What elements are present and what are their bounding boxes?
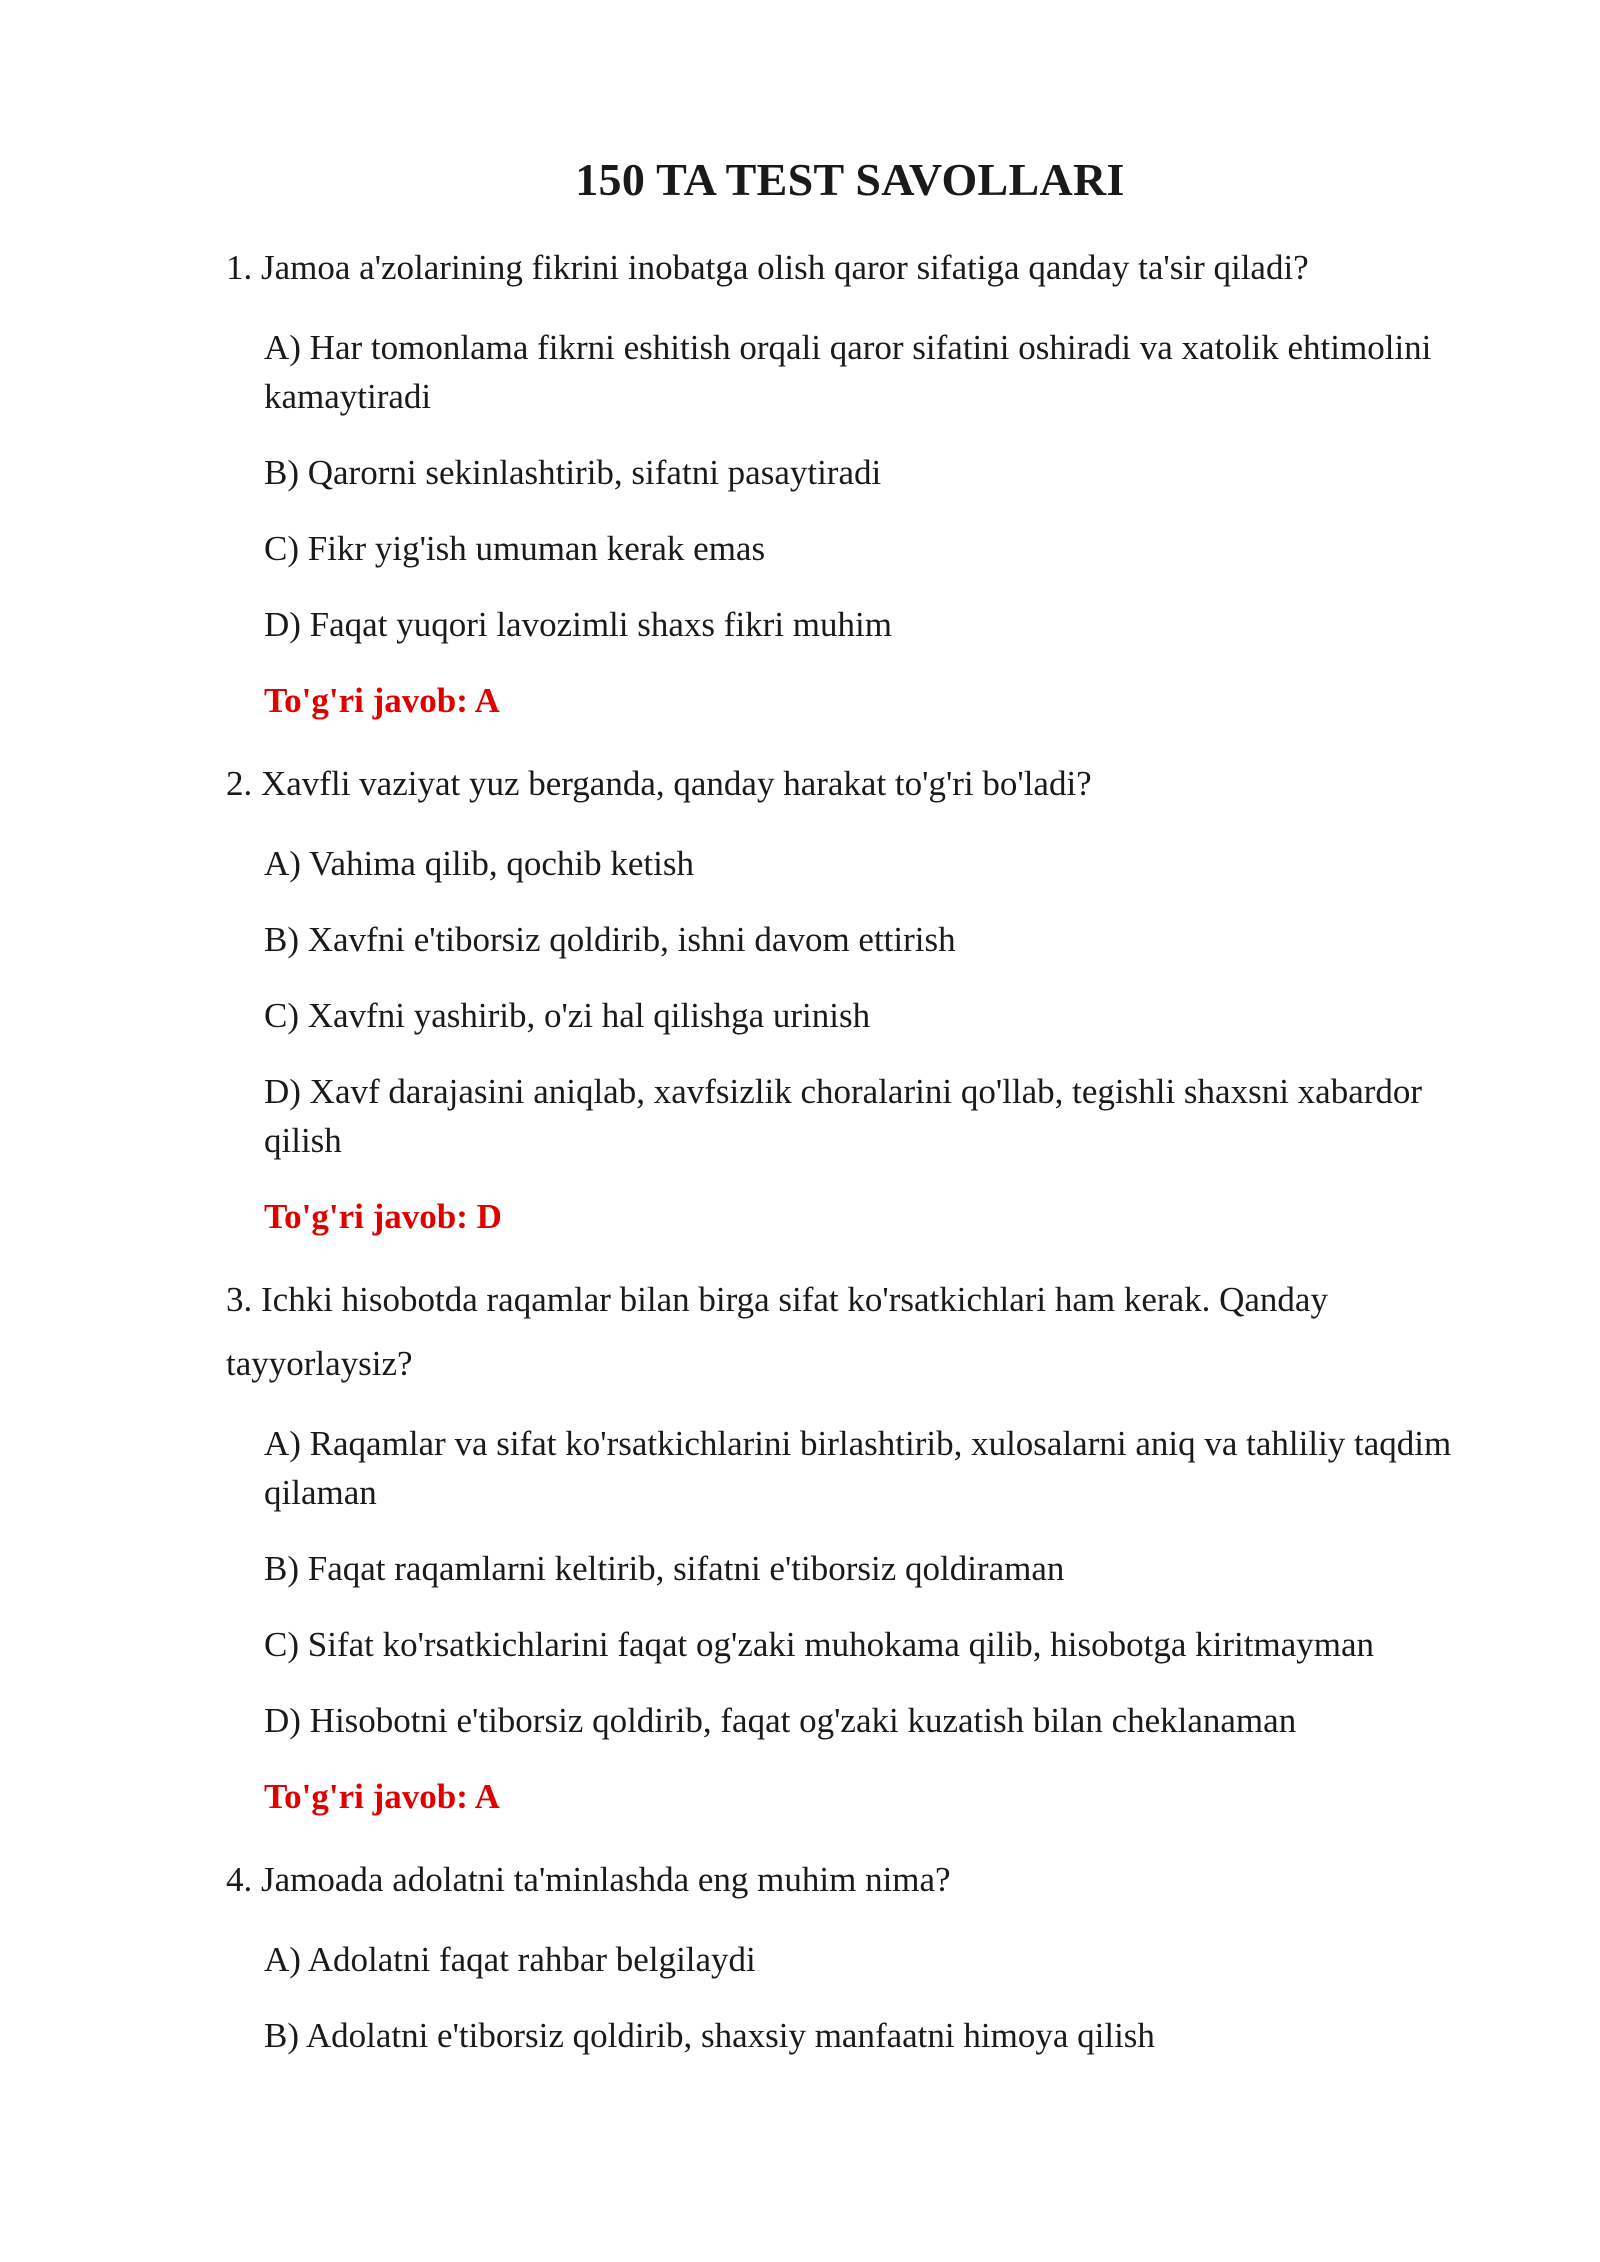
question-text: 2. Xavfli vaziyat yuz berganda, qanday harakat to'g'ri bo'ladi?: [226, 764, 1092, 803]
option-list: [264, 323, 1466, 649]
option-a: A) Har tomonlama fikrni eshitish orqali qaror sifatini oshiradi va xatolik ehtimolini kamaytiradi: [264, 328, 1432, 416]
option-d: D) Hisobotni e'tiborsiz qoldirib, faqat og'zaki kuzatish bilan cheklanaman: [264, 1701, 1297, 1740]
correct-answer: To'g'ri javob: D: [264, 1197, 502, 1236]
question-block-4: [226, 1848, 1466, 2060]
question-block-1: [226, 236, 1466, 725]
document-title: 150 TA TEST SAVOLLARI: [575, 154, 1125, 205]
option-a: A) Raqamlar va sifat ko'rsatkichlarini birlashtirib, xulosalarni aniq va tahliliy taqdim qilaman: [264, 1424, 1452, 1512]
option-b: B) Faqat raqamlarni keltirib, sifatni e'tiborsiz qoldiraman: [264, 1549, 1065, 1588]
option-list: [264, 839, 1466, 1165]
question-text: 3. Ichki hisobotda raqamlar bilan birga sifat ko'rsatkichlari ham kerak. Qanday tayyorlaysiz?: [226, 1280, 1328, 1383]
option-c: C) Xavfni yashirib, o'zi hal qilishga urinish: [264, 996, 871, 1035]
question-text: 1. Jamoa a'zolarining fikrini inobatga olish qaror sifatiga qanday ta'sir qiladi?: [226, 248, 1309, 287]
option-b: B) Adolatni e'tiborsiz qoldirib, shaxsiy manfaatni himoya qilish: [264, 2016, 1155, 2055]
question-block-3: [226, 1268, 1466, 1821]
option-d: D) Faqat yuqori lavozimli shaxs fikri muhim: [264, 605, 892, 644]
question-list: [226, 236, 1466, 2087]
option-a: A) Adolatni faqat rahbar belgilaydi: [264, 1940, 756, 1979]
option-a: A) Vahima qilib, qochib ketish: [264, 844, 694, 883]
option-b: B) Xavfni e'tiborsiz qoldirib, ishni davom ettirish: [264, 920, 956, 959]
option-b: B) Qarorni sekinlashtirib, sifatni pasaytiradi: [264, 453, 882, 492]
correct-answer: To'g'ri javob: A: [264, 1777, 500, 1816]
correct-answer: To'g'ri javob: A: [264, 681, 500, 720]
option-c: C) Sifat ko'rsatkichlarini faqat og'zaki muhokama qilib, hisobotga kiritmayman: [264, 1625, 1375, 1664]
option-c: C) Fikr yig'ish umuman kerak emas: [264, 529, 766, 568]
option-list: [264, 1419, 1466, 1745]
question-text: 4. Jamoada adolatni ta'minlashda eng muhim nima?: [226, 1860, 951, 1899]
question-block-2: [226, 752, 1466, 1241]
option-d: D) Xavf darajasini aniqlab, xavfsizlik choralarini qo'llab, tegishli shaxsni xabardor qilish: [264, 1072, 1423, 1160]
option-list: [264, 1935, 1466, 2060]
